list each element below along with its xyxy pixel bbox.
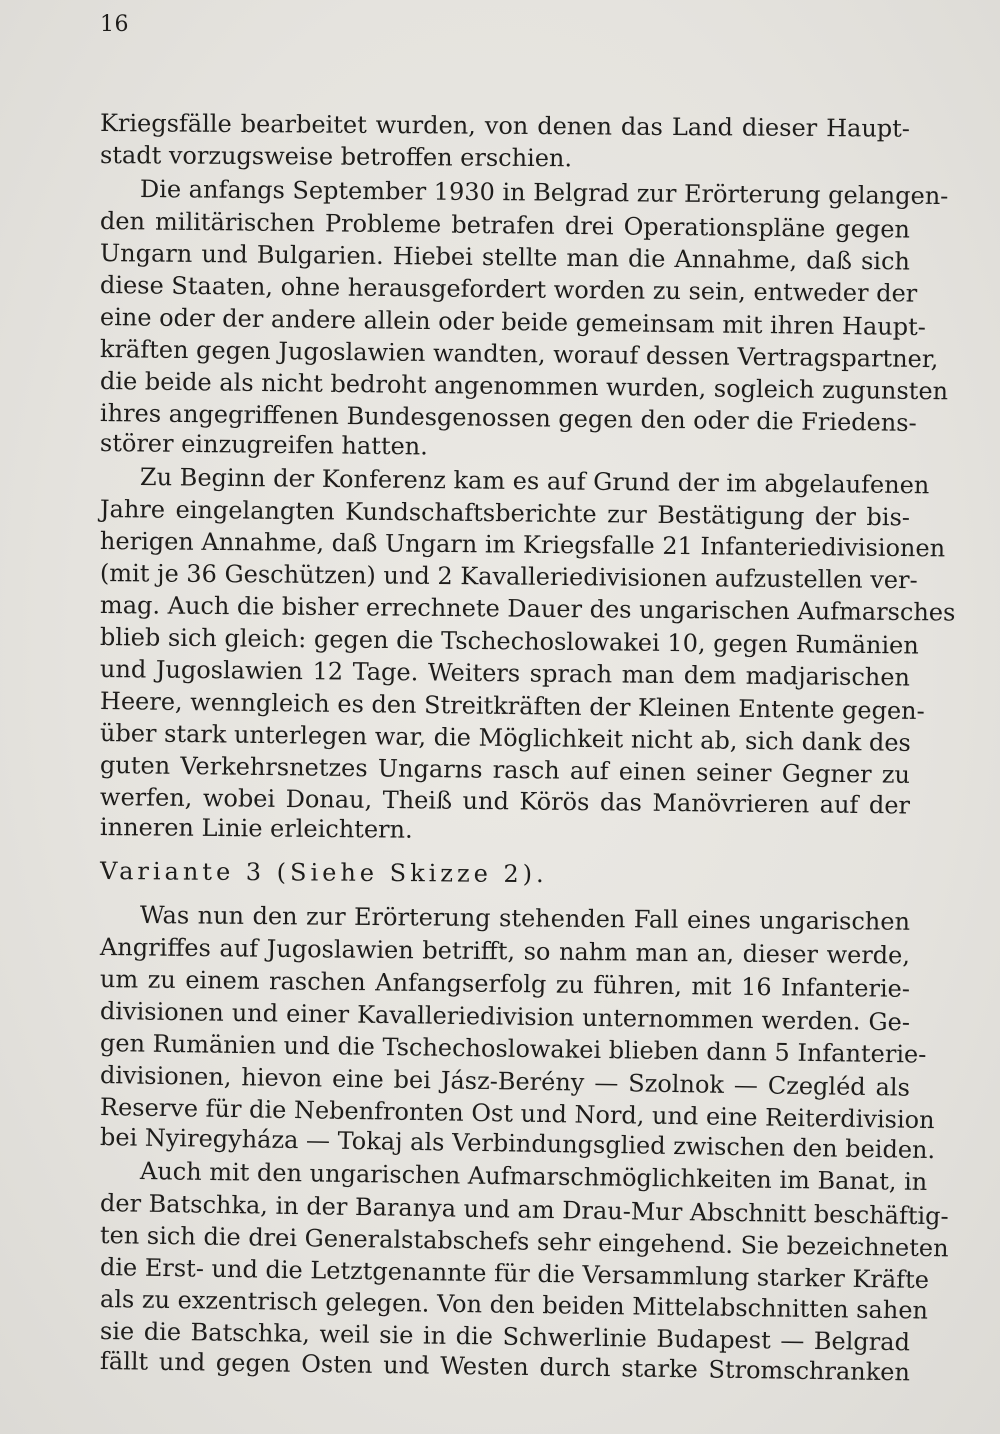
text-line: kräften gegen Jugoslawien wandten, worauf dessen Vertragspartner, xyxy=(99,335,939,374)
text-line: Die anfangs September 1930 in Belgrad zur Erörterung gelangen- xyxy=(139,175,949,211)
text-line: als zu exzentrisch gelegen. Von den beiden Mittelabschnitten sahen xyxy=(99,1285,929,1325)
text-line: Ungarn und Bulgarien. Hiebei stellte man die Annahme, daß sich xyxy=(99,239,911,276)
text-line: Angriffes auf Jugoslawien betrifft, so nahm man an, dieser werde, xyxy=(99,933,911,970)
text-line: über stark unterlegen war, die Möglichkeit nicht ab, sich dank des xyxy=(99,719,912,757)
text-line: die Erst- und die Letztgenannte für die Versammlung starker Kräfte xyxy=(99,1253,930,1295)
text-line: störer einzugreifen hatten. xyxy=(99,429,428,461)
text-line: Heere, wenngleich es den Streitkräften der Kleinen Entente gegen- xyxy=(99,687,925,726)
text-line: diese Staaten, ohne herausgefordert worden zu sein, entweder der xyxy=(99,271,918,308)
text-line: werfen, wobei Donau, Theiß und Körös das Manövrieren auf der xyxy=(99,783,911,820)
text-line: die beide als nicht bedroht angenommen wurden, sogleich zugunsten xyxy=(99,367,949,406)
text-line: um zu einem raschen Anfangserfolg zu führen, mit 16 Infanterie- xyxy=(99,965,911,1003)
text-line: mag. Auch die bisher errechnete Dauer des ungarischen Aufmarsches xyxy=(99,591,956,627)
text-line: Reserve für die Nebenfronten Ost und Nord, und eine Reiterdivision xyxy=(99,1093,935,1135)
text-line: guten Verkehrsnetzes Ungarns rasch auf einen seiner Gegner zu xyxy=(99,751,911,789)
text-line: stadt vorzugsweise betroffen erschien. xyxy=(99,141,573,173)
text-line: Auch mit den ungarischen Aufmarschmöglichkeiten im Banat, in xyxy=(139,1157,928,1196)
text-line: den militärischen Probleme betrafen drei Operationspläne gegen xyxy=(99,207,911,244)
text-line: divisionen, hievon eine bei Jász-Berény — Szolnok — Czegléd als xyxy=(99,1061,911,1102)
text-line: und Jugoslawien 12 Tage. Weiters sprach man dem madjarischen xyxy=(99,655,911,692)
text-line: Was nun den zur Erörterung stehenden Fall eines ungarischen xyxy=(139,901,911,936)
page-number: 16 xyxy=(100,12,129,37)
text-line: Jahre eingelangten Kundschaftsberichte zur Bestätigung der bis- xyxy=(99,495,911,532)
text-line: eine oder der andere allein oder beide gemeinsam mit ihren Haupt- xyxy=(99,303,926,342)
text-line: ten sich die drei Generalstabschefs sehr eingehend. Sie bezeichneten xyxy=(99,1221,949,1263)
text-line: bei Nyiregyháza — Tokaj als Verbindungsglied zwischen den beiden. xyxy=(99,1123,936,1165)
text-line: Kriegsfälle bearbeitet wurden, von denen das Land dieser Haupt- xyxy=(99,109,911,143)
text-line: Zu Beginn der Konferenz kam es auf Grund der im abgelaufenen xyxy=(139,463,930,500)
text-line: der Batschka, in der Baranya und am Drau-Mur Abschnitt beschäftig- xyxy=(99,1189,949,1231)
text-line: inneren Linie erleichtern. xyxy=(99,813,413,844)
text-line: (mit je 36 Geschützen) und 2 Kavalleriedivisionen aufzustellen ver- xyxy=(99,559,918,595)
text-line: Variante 3 (Siehe Skizze 2). xyxy=(99,857,548,889)
text-line: blieb sich gleich: gegen die Tschechoslowakei 10, gegen Rumänien xyxy=(99,623,919,660)
text-line: gen Rumänien und die Tschechoslowakei blieben dann 5 Infanterie- xyxy=(99,1029,927,1069)
text-line: divisionen und einer Kavalleriedivision unternommen werden. Ge- xyxy=(99,997,911,1037)
text-line: fällt und gegen Osten und Westen durch starke Stromschranken xyxy=(99,1347,911,1387)
text-line: sie die Batschka, weil sie in die Schwerlinie Budapest — Belgrad xyxy=(99,1317,911,1357)
text-line: ihres angegriffenen Bundesgenossen gegen den oder die Friedens- xyxy=(99,399,917,437)
text-line: herigen Annahme, daß Ungarn im Kriegsfalle 21 Infanteriedivisionen xyxy=(99,527,946,563)
